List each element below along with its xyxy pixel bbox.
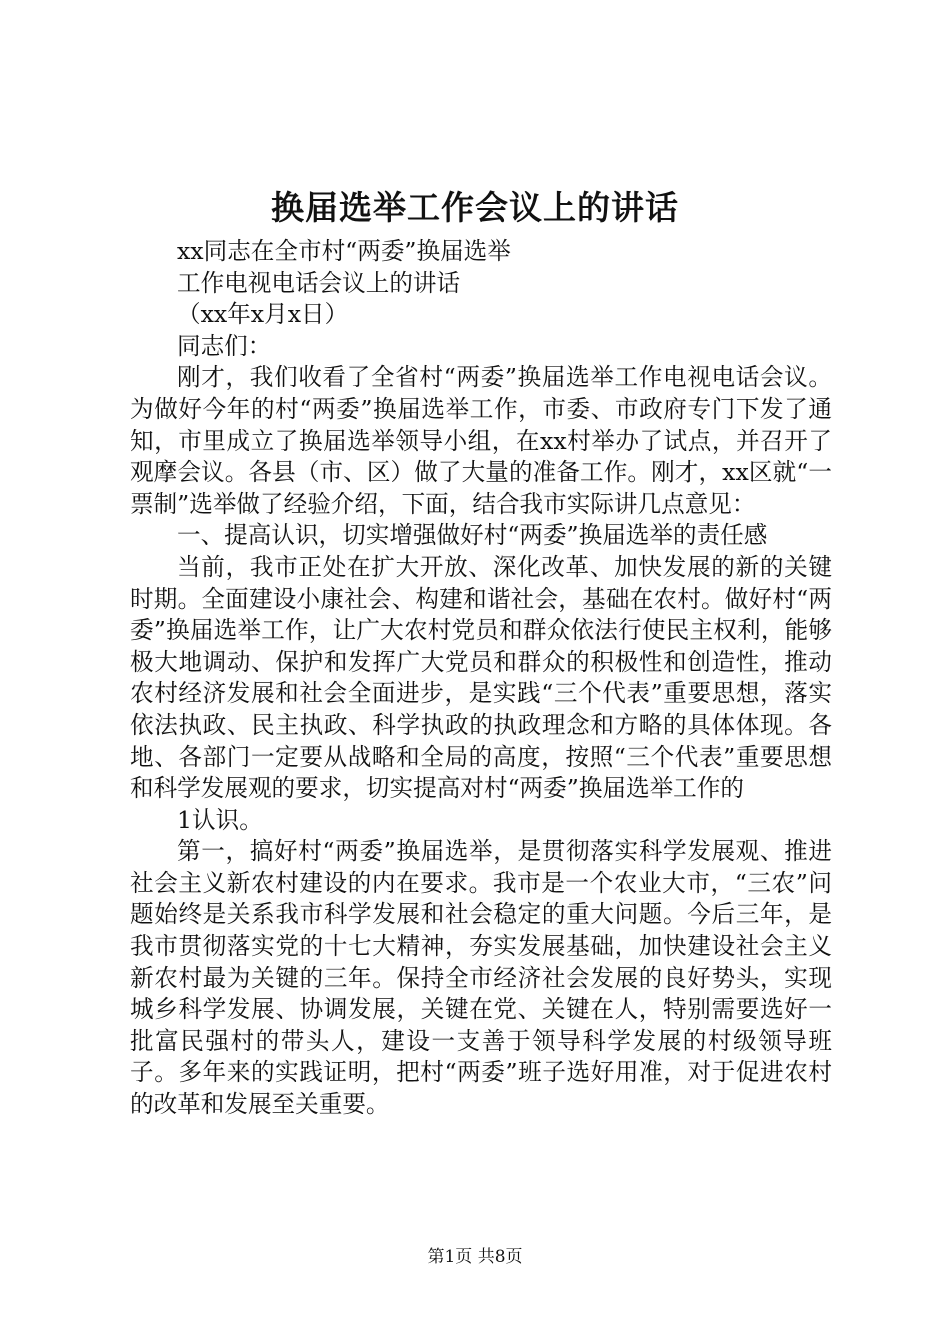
body-paragraph: 第一，搞好村“两委”换届选举，是贯彻落实科学发展观、推进社会主义新农村建设的内在要求。我市是一个农业大市，“三农”问题始终是关系我市科学发展和社会稳定的重大问题。今后三年，是我市贯彻落实党的十七大精神，夯实发展基础，加快建设社会主义新农村最为关键的三年。保持全市经济社会发展的良好势头，实现城乡科学发展、协调发展，关键在党、关键在人，特别需要选好一批富民强村的带头人，建设一支善于领导科学发展的村级领导班子。多年来的实践证明，把村“两委”班子选好用准，对于促进农村的改革和发展至关重要。 [130,837,832,1119]
salutation-line: 同志们： [177,331,272,360]
document-title: 换届选举工作会议上的讲话 [271,188,679,227]
body-paragraph: 当前，我市正处在扩大开放、深化改革、加快发展的新的关键时期。全面建设小康社会、构建和谐社会，基础在农村。做好村“两委”换届选举工作，让广大农村党员和群众依法行使民主权利，能够极大地调动、保护和发挥广大党员和群众的积极性和创造性，推动农村经济发展和社会全面进步，是实践“三个代表”重要思想，落实依法执政、民主执政、科学执政的执政理念和方略的具体体现。各地、各部门一定要从战略和全局的高度，按照“三个代表”重要思想和科学发展观的要求，切实提高对村“两委”换届选举工作的 [130,552,832,803]
date-line: （xx年x月x日） [177,300,349,329]
page-footer: 第1页 共8页 [427,1247,523,1267]
page-break-fragment: 1认识。 [177,805,263,834]
occasion-line: 工作电视电话会议上的讲话 [177,268,461,297]
speaker-line: xx同志在全市村“两委”换届选举 [177,237,511,265]
body-paragraph: 刚才，我们收看了全省村“两委”换届选举工作电视电话会议。为做好今年的村“两委”换届选举工作，市委、市政府专门下发了通知，市里成立了换届选举领导小组，在xx村举办了试点，并召开了观摩会议。各县（市、区）做了大量的准备工作。刚才，xx区就“一票制”选举做了经验介绍，下面，结合我市实际讲几点意见： [130,363,832,518]
section-heading: 一、提高认识，切实增强做好村“两委”换届选举的责任感 [177,521,768,550]
document-body [130,236,832,1121]
